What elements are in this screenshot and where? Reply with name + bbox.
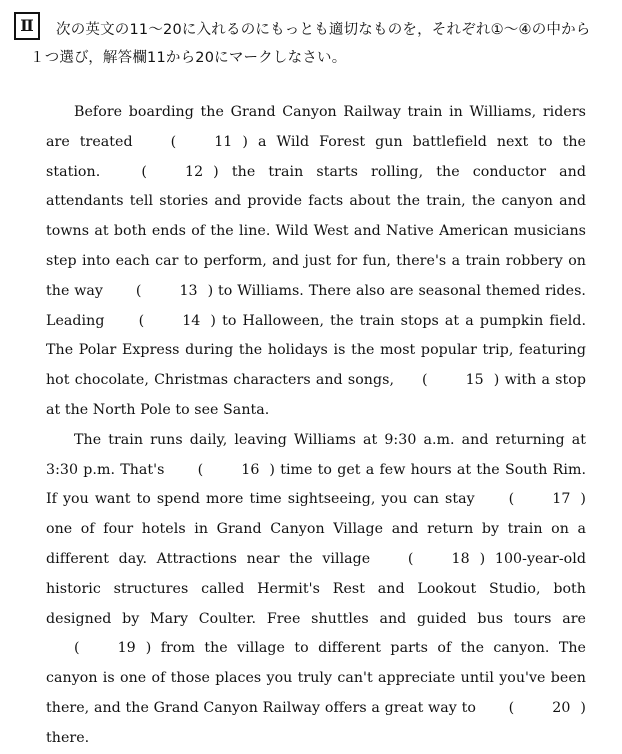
blank-19: ( 19 ) <box>46 634 151 664</box>
section-number-box: Ⅱ <box>14 12 40 40</box>
passage-text: 100-year-old historic structures called Hermit's Rest and Lookout Studio, both designed by Mary Coulter. Free shuttles and guided bus tours are <box>46 550 586 627</box>
blank-18: ( 18 ) <box>380 545 485 575</box>
blank-number: 17 <box>552 491 571 508</box>
blank-number: 14 <box>182 312 201 329</box>
blank-number: 15 <box>465 372 484 389</box>
passage-text: there. <box>46 729 90 746</box>
blank-number: 20 <box>552 699 571 716</box>
passage-text: The train runs daily, leaving Williams at 9:30 a.m. and returning at 3:30 p.m. That's <box>46 431 586 478</box>
blank-number: 12 <box>185 163 204 180</box>
passage-text: Before boarding the Grand Canyon Railway train in Williams, riders are treated <box>46 104 586 150</box>
passage-text: from the village to different parts of the canyon. The canyon is one of those places you truly can't appreciate until you've been there, and the Grand Canyon Railway offers a great way to <box>46 640 586 716</box>
passage-text: a Wild Forest gun battlefield next to the station. <box>46 133 586 180</box>
blank-16: ( 16 ) <box>170 456 275 486</box>
passage-text: to Halloween, the train stops at a pumpkin field. The Polar Express during the holidays is the most popular trip, featuring hot chocolate, Christmas characters and songs, <box>46 312 587 389</box>
blank-number: 13 <box>179 282 198 299</box>
passage-text: one of four hotels in Grand Canyon Village and return by train on a different day. Attractions near the village <box>46 521 586 567</box>
blank-15: ( 15 ) <box>394 366 499 396</box>
passage-paragraph-1 <box>46 98 586 426</box>
question-instruction: 次の英文の11〜20に入れるのにもっとも適切なものを，それぞれ①〜④の中から１つ選び，解答欄11から20にマークしなさい。 <box>30 22 591 66</box>
blank-11: ( 11 ) <box>143 128 248 158</box>
blank-number: 11 <box>214 133 233 150</box>
blank-17: ( 17 ) <box>481 485 586 515</box>
reading-passage <box>46 98 586 754</box>
blank-20: ( 20 ) <box>481 694 586 724</box>
passage-text: to Williams. There also are seasonal themed rides. Leading <box>46 282 586 329</box>
passage-text: time to get a few hours at the South Rim. If you want to spend more time sightseeing, you can stay <box>46 461 587 508</box>
passage-text: with a stop at the North Pole to see Santa. <box>46 372 586 418</box>
blank-13: ( 13 ) <box>108 277 213 307</box>
blank-number: 16 <box>241 461 260 478</box>
blank-12: ( 12 ) <box>113 158 218 188</box>
blank-14: ( 14 ) <box>111 307 216 337</box>
blank-number: 18 <box>451 550 470 567</box>
passage-text: the train starts rolling, the conductor and attendants tell stories and provide facts about the train, the canyon and towns at both ends of the line. Wild West and Native American musicians step into each car to perform, and just for fun, there's a train robbery on the way <box>46 163 586 299</box>
blank-number: 19 <box>117 640 136 657</box>
passage-paragraph-2 <box>46 426 586 754</box>
